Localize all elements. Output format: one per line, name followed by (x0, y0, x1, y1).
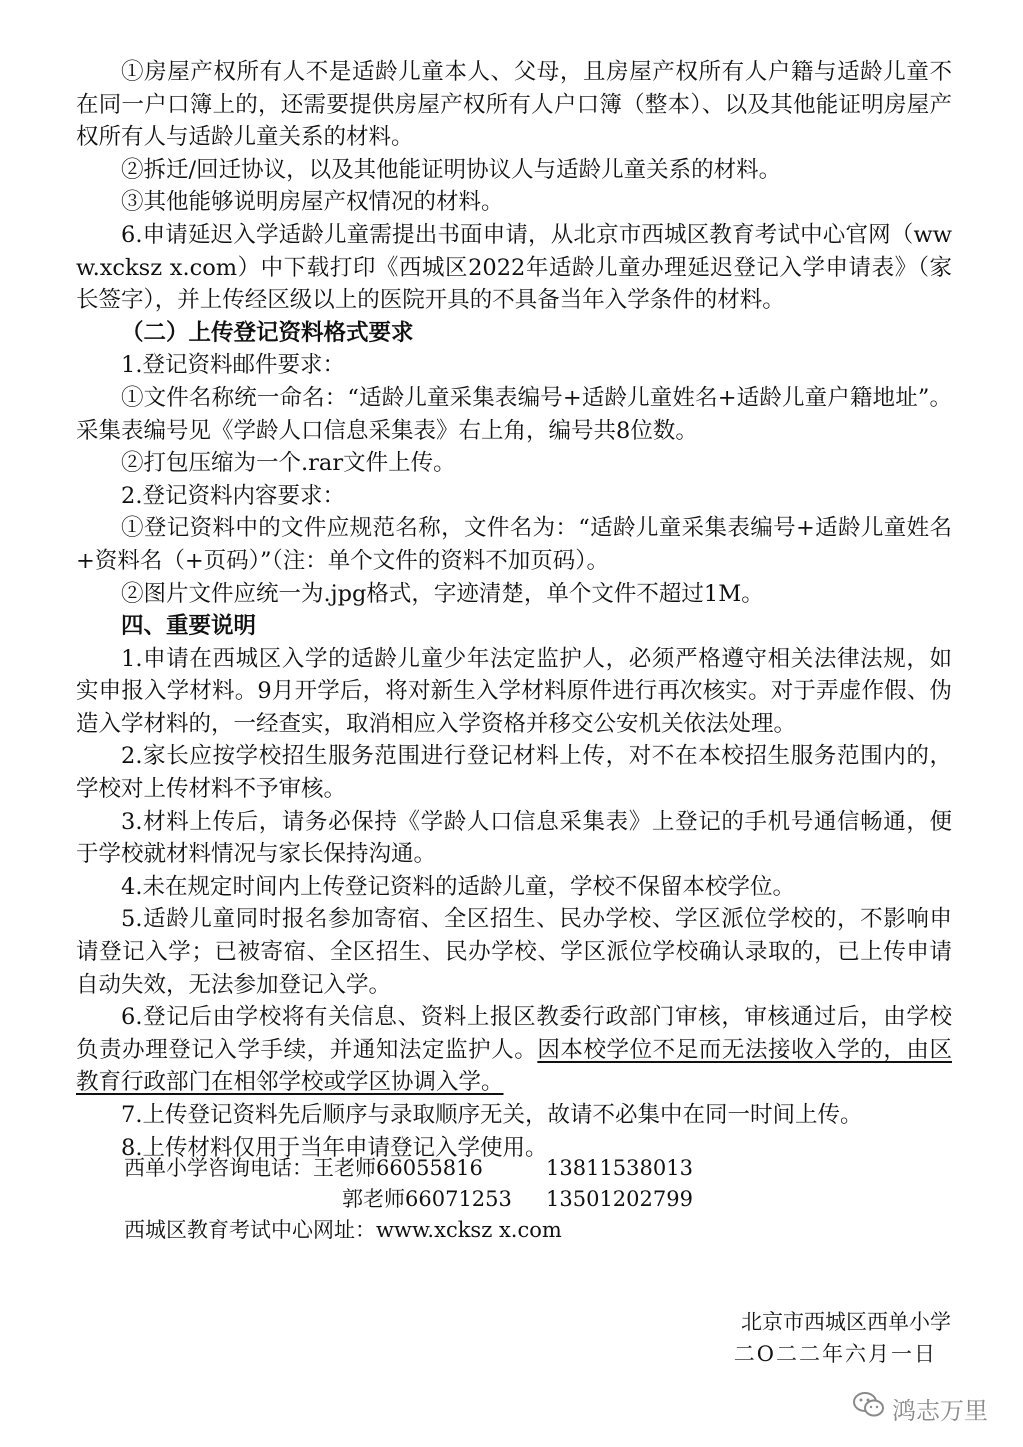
paragraph-note-7: 7.上传登记资料先后顺序与录取顺序无关，故请不必集中在同一时间上传。 (121, 1102, 863, 1128)
contact-phone-1: 13811538013 (546, 1156, 693, 1180)
paragraph-note-5: 5.适龄儿童同时报名参加寄宿、全区招生、民办学校、学区派位学校的，不影响申请登记入学；已被寄宿、全区招生、民办学校、学区派位学校确认录取的，已上传申请自动失效，无法参加登记入学。 (76, 906, 952, 998)
signature-org: 北京市西城区西单小学 (741, 1310, 951, 1334)
signature-date: 二O二二年六月一日 (733, 1342, 937, 1366)
contact-website: 西城区教育考试中心网址：www.xcksz x.com (124, 1218, 562, 1242)
watermark-text: 鸿志万里 (892, 1396, 988, 1425)
wechat-icon (852, 1390, 886, 1426)
paragraph-note-8: 8.上传材料仅用于当年申请登记入学使用。 (121, 1134, 548, 1161)
paragraph-note-1: 1.申请在西城区入学的适龄儿童少年法定监护人，必须严格遵守相关法律法规，如实申报入学材料。9月开学后，将对新生入学材料原件进行再次核实。对于弄虚作假、伪造入学材料的，一经查实，取消相应入学资格并移交公安机关依法处理。 (76, 645, 952, 737)
section-heading-upload-format: （二）上传登记资料格式要求 (121, 319, 414, 346)
paragraph-file-naming: ①文件名称统一命名：“适龄儿童采集表编号+适龄儿童姓名+适龄儿童户籍地址”。采集表编号见《学龄人口信息采集表》右上角，编号共8位数。 (76, 384, 952, 444)
paragraph-note-6 (76, 1001, 952, 1099)
paragraph-other-property: ③其他能够说明房屋产权情况的材料。 (121, 189, 504, 216)
contact-phone-2: 13501202799 (546, 1187, 693, 1211)
paragraph-property-owner: ①房屋产权所有人不是适龄儿童本人、父母，且房屋产权所有人户籍与适龄儿童不在同一户口簿上的，还需要提供房屋产权所有人户口簿（整本）、以及其他能证明房屋产权所有人与适龄儿童关系的材料。 (76, 59, 952, 151)
paragraph-note-3: 3.材料上传后，请务必保持《学龄人口信息采集表》上登记的手机号通信畅通，便于学校就材料情况与家长保持沟通。 (76, 808, 952, 868)
contact-label-teacher-wang: 西单小学咨询电话：王老师66055816 (124, 1156, 483, 1180)
watermark (852, 1388, 988, 1428)
paragraph-content-requirements: 2.登记资料内容要求： (121, 482, 345, 509)
paragraph-email-requirements: 1.登记资料邮件要求： (121, 352, 345, 379)
note-6-text: 6.登记后由学校将有关信息、资料上报区教委行政部门审核，审核通过后，由学校负责办理登记入学手续，并通知法定监护人。 (76, 1004, 952, 1063)
paragraph-note-2: 2.家长应按学校招生服务范围进行登记材料上传，对不在本校招生服务范围内的，学校对上传材料不予审核。 (76, 743, 952, 803)
paragraph-rar-package: ②打包压缩为一个.rar文件上传。 (121, 450, 456, 477)
note-6-underlined-text: 因本校学位不足而无法接收入学的，由区教育行政部门在相邻学校或学区协调入学。 (76, 1036, 952, 1096)
paragraph-delayed-enrollment: 6.申请延迟入学适龄儿童需提出书面申请，从北京市西城区教育考试中心官网（www.xcksz x.com）中下载打印《西城区2022年适龄儿童办理延迟登记入学申请表》（家长签字），并上传经区级以上的医院开具的不具备当年入学条件的材料。 (76, 221, 952, 314)
section-heading-important-notes: 四、重要说明 (121, 613, 257, 640)
document-body (76, 56, 952, 1164)
contact-teacher-guo: 郭老师66071253 (342, 1187, 512, 1211)
paragraph-note-4: 4.未在规定时间内上传登记资料的适龄儿童，学校不保留本校学位。 (121, 873, 795, 900)
paragraph-jpg-format: ②图片文件应统一为.jpg格式，字迹清楚，单个文件不超过1M。 (121, 580, 764, 607)
paragraph-content-file-naming: ①登记资料中的文件应规范名称，文件名为：“适龄儿童采集表编号+适龄儿童姓名+资料名（+页码）”（注：单个文件的资料不加页码）。 (76, 515, 952, 574)
paragraph-relocation-agreement: ②拆迁/回迁协议，以及其他能证明协议人与适龄儿童关系的材料。 (121, 156, 782, 183)
